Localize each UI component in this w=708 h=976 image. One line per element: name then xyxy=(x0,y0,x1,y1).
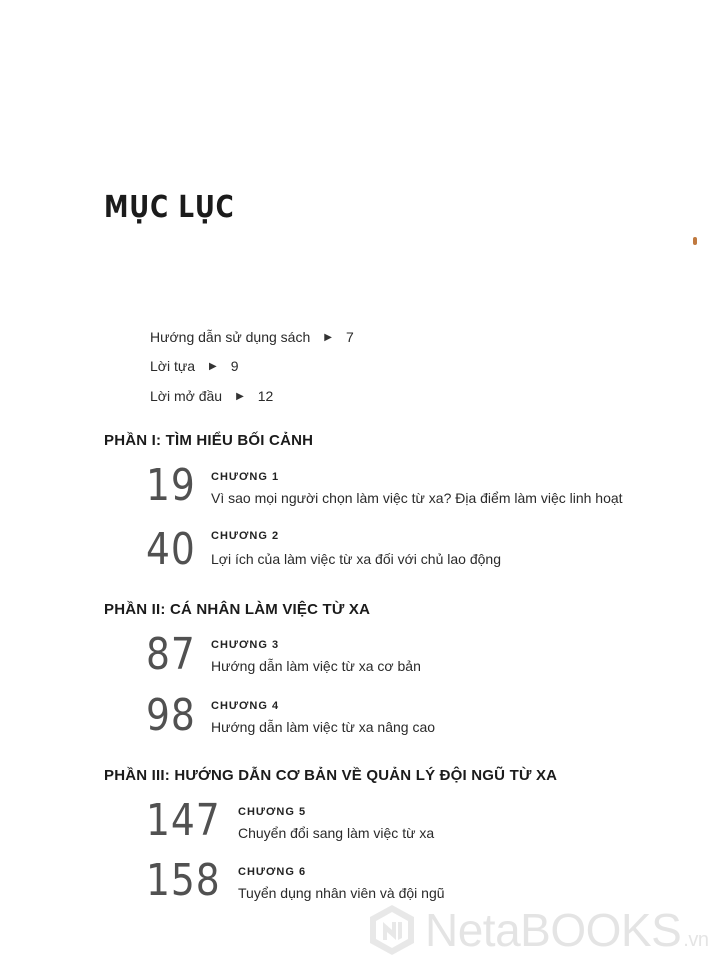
toc-front-page: 9 xyxy=(230,358,239,374)
page-edge-mark xyxy=(693,237,697,245)
chapter-title: Hướng dẫn làm việc từ xa nâng cao xyxy=(211,719,436,735)
part-heading: PHẦN I: TÌM HIỂU BỐI CẢNH xyxy=(104,432,314,449)
chapter-page-number: 40 xyxy=(146,524,196,575)
part-heading: PHẦN II: CÁ NHÂN LÀM VIỆC TỪ XA xyxy=(104,601,371,618)
play-arrow-icon: ▶ xyxy=(209,360,217,372)
watermark-brand: NetaBOOKS .vn xyxy=(425,904,708,956)
chapter-label: CHƯƠNG 3 xyxy=(211,639,280,651)
toc-front-label: Lời mở đầu xyxy=(150,388,223,404)
toc-front-label: Hướng dẫn sử dụng sách xyxy=(150,329,311,345)
watermark xyxy=(365,902,708,958)
chapter-title: Hướng dẫn làm việc từ xa cơ bản xyxy=(211,658,421,674)
chapter-label: CHƯƠNG 1 xyxy=(211,471,280,483)
part-heading: PHẦN III: HƯỚNG DẪN CƠ BẢN VỀ QUẢN LÝ ĐỘI NGŨ TỪ XA xyxy=(104,767,558,784)
chapter-label: CHƯƠNG 5 xyxy=(238,806,307,818)
chapter-page-number: 147 xyxy=(146,795,221,846)
toc-front-page: 7 xyxy=(345,329,354,345)
play-arrow-icon: ▶ xyxy=(236,390,244,402)
chapter-page-number: 158 xyxy=(146,855,221,906)
chapter-label: CHƯƠNG 4 xyxy=(211,700,280,712)
toc-front-item[interactable] xyxy=(150,329,354,345)
chapter-title: Tuyển dụng nhân viên và đội ngũ xyxy=(238,885,445,901)
toc-front-item[interactable] xyxy=(150,388,273,404)
toc-front-item[interactable] xyxy=(150,358,239,374)
n-logo-icon xyxy=(365,903,419,957)
chapter-label: CHƯƠNG 6 xyxy=(238,866,307,878)
chapter-page-number: 98 xyxy=(146,690,196,741)
chapter-title: Vì sao mọi người chọn làm việc từ xa? Địa điểm làm việc linh hoạt xyxy=(211,490,623,506)
chapter-title: Chuyển đổi sang làm việc từ xa xyxy=(238,825,435,841)
chapter-label: CHƯƠNG 2 xyxy=(211,530,280,542)
chapter-title: Lợi ích của làm việc từ xa đối với chủ lao động xyxy=(211,551,501,567)
page-title: MỤC LỤC xyxy=(104,190,235,225)
chapter-page-number: 19 xyxy=(146,460,196,511)
play-arrow-icon: ▶ xyxy=(324,331,332,343)
toc-front-label: Lời tựa xyxy=(150,358,196,374)
chapter-page-number: 87 xyxy=(146,629,196,680)
toc-front-page: 12 xyxy=(257,388,274,404)
